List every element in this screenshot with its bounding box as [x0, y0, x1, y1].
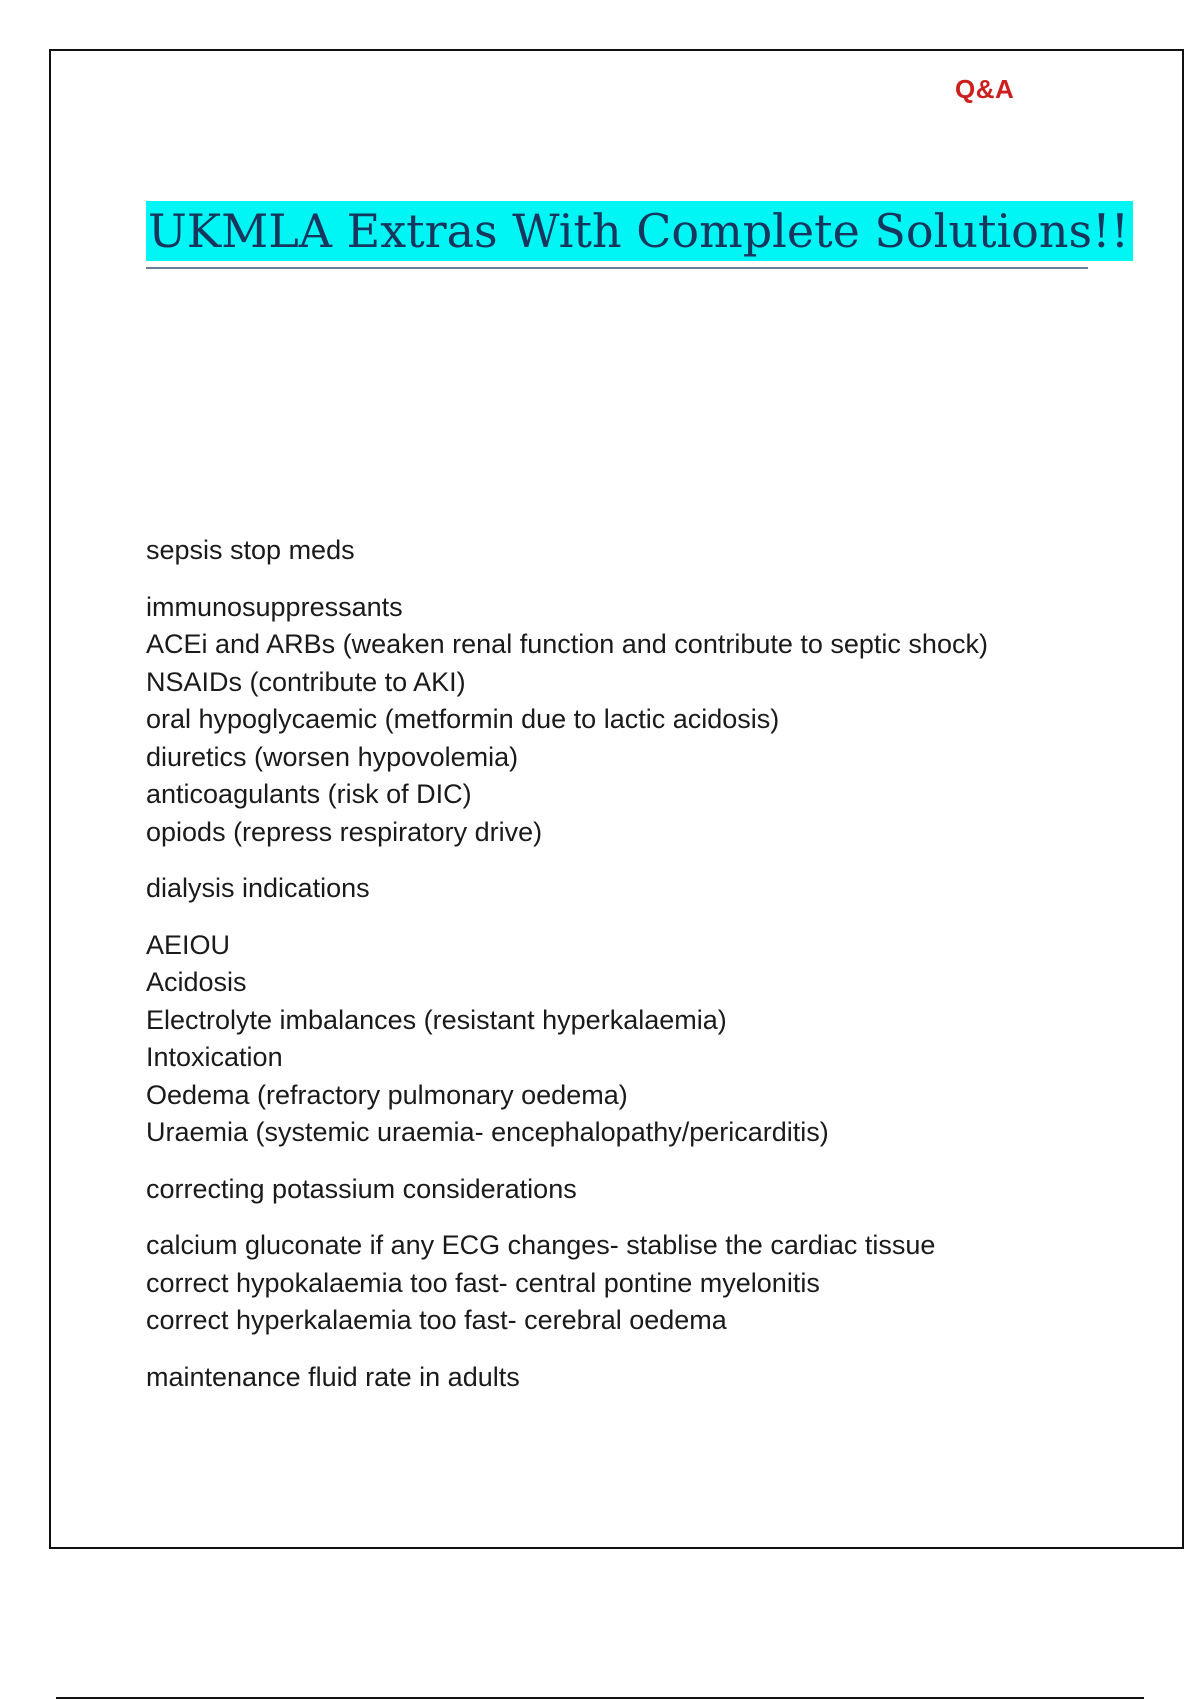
- answer-block-2: [146, 927, 1096, 1152]
- question-block-2: [146, 870, 1096, 908]
- answer-line: opiods (repress respiratory drive): [146, 816, 543, 847]
- title-block: [146, 201, 1130, 269]
- question-text: correcting potassium considerations: [146, 1173, 577, 1204]
- footer-rule: [56, 1697, 1144, 1699]
- qa-content: [146, 532, 1096, 1415]
- document-title: UKMLA Extras With Complete Solutions!!: [146, 201, 1133, 261]
- answer-line: correct hypokalaemia too fast- central pontine myelonitis: [146, 1267, 820, 1298]
- answer-line: immunosuppressants: [146, 591, 403, 622]
- question-text: dialysis indications: [146, 873, 370, 903]
- answer-line: ACEi and ARBs (weaken renal function and contribute to septic shock): [146, 629, 988, 659]
- answer-line: Uraemia (systemic uraemia- encephalopathy/pericarditis): [146, 1117, 829, 1147]
- answer-line: anticoagulants (risk of DIC): [146, 779, 472, 809]
- question-block-4: [146, 1359, 1096, 1397]
- question-block-3: [146, 1171, 1096, 1209]
- answer-line: Intoxication: [146, 1042, 283, 1072]
- answer-line: correct hyperkalaemia too fast- cerebral oedema: [146, 1305, 727, 1335]
- question-text: maintenance fluid rate in adults: [146, 1361, 520, 1392]
- answer-block-1: [146, 589, 1096, 852]
- answer-line: NSAIDs (contribute to AKI): [146, 666, 466, 697]
- answer-block-3: [146, 1227, 1096, 1340]
- question-block-1: [146, 532, 1096, 570]
- answer-line: Electrolyte imbalances (resistant hyperkalaemia): [146, 1004, 727, 1035]
- question-text: sepsis stop meds: [146, 535, 355, 565]
- answer-line: Oedema (refractory pulmonary oedema): [146, 1079, 628, 1110]
- answer-line: AEIOU: [146, 929, 231, 960]
- answer-line: calcium gluconate if any ECG changes- stablise the cardiac tissue: [146, 1230, 936, 1260]
- answer-line: oral hypoglycaemic (metformin due to lactic acidosis): [146, 704, 780, 734]
- qa-tag: Q&A: [955, 74, 1015, 104]
- answer-line: Acidosis: [146, 967, 247, 997]
- answer-line: diuretics (worsen hypovolemia): [146, 741, 519, 772]
